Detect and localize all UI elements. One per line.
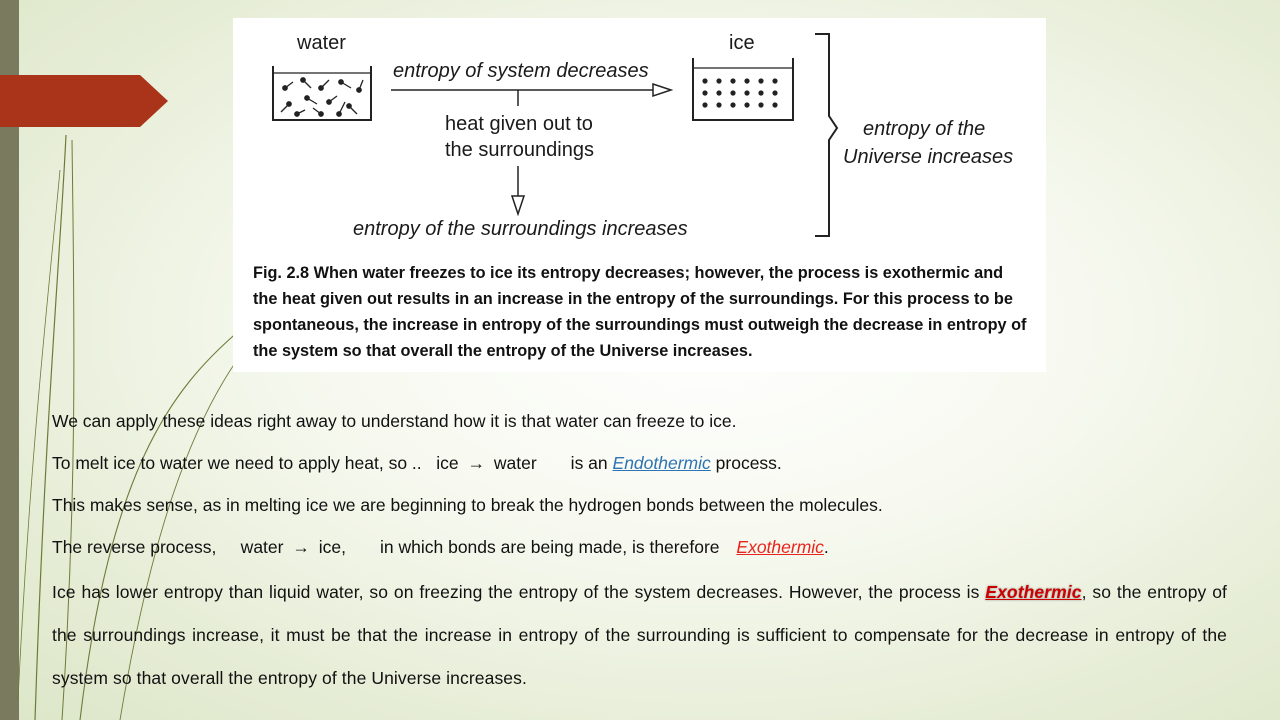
endothermic-link[interactable]: Endothermic — [612, 453, 711, 473]
line4-period: . — [823, 537, 829, 557]
caption-line: the system so that overall the entropy of the Universe increases. — [253, 342, 753, 360]
water-molecules — [281, 78, 363, 116]
body-line-3: This makes sense, as in melting ice we are beginning to break the hydrogen bonds between the molecules. — [52, 495, 883, 515]
universe-label-line1: entropy of the — [863, 118, 986, 140]
para-text-pre: Ice has lower entropy than liquid water, so on freezing the entropy of the system decreases. However, the process is — [52, 582, 980, 602]
caption-line: the heat given out results in an increase in the entropy of the surroundings. For this process to be — [253, 290, 1013, 308]
entropy-figure — [233, 18, 1046, 372]
right-arrow-icon: → — [292, 537, 310, 557]
exothermic-emphasis[interactable]: Exothermic — [985, 582, 1082, 602]
system-arrow-label: entropy of system decreases — [393, 60, 649, 82]
surroundings-label: entropy of the surroundings increases — [353, 218, 688, 240]
heat-label-line1: heat given out to — [445, 113, 593, 135]
label-water: water — [297, 32, 346, 54]
universe-bracket — [815, 34, 837, 236]
line4-text-pre: The reverse process, water — [52, 537, 284, 557]
body-line-4 — [52, 529, 1227, 571]
body-line-1: We can apply these ideas right away to understand how it is that water can freeze to ice. — [52, 411, 737, 431]
surroundings-arrow-head — [512, 196, 524, 214]
label-ice: ice — [729, 32, 755, 54]
system-arrow-head — [653, 84, 671, 96]
line2-text-mid: water is an — [493, 453, 608, 473]
line4-text-mid: ice, in which bonds are being made, is therefore — [318, 537, 720, 557]
line2-text-pre: To melt ice to water we need to apply heat, so .. ice — [52, 453, 459, 473]
slide-body — [52, 403, 1227, 700]
exothermic-link[interactable]: Exothermic — [736, 537, 824, 557]
ice-lattice — [702, 78, 777, 107]
line2-text-post: process. — [715, 453, 782, 473]
caption-line: Fig. 2.8 When water freezes to ice its entropy decreases; however, the process is exothermic and — [253, 264, 1004, 282]
body-line-2 — [52, 445, 1227, 487]
universe-label-line2: Universe increases — [843, 146, 1014, 168]
ice-beaker — [693, 58, 793, 120]
body-paragraph — [52, 571, 1227, 700]
caption-line: spontaneous, the increase in entropy of the surroundings must outweigh the decrease in entropy of — [253, 316, 1027, 334]
right-arrow-icon: → — [467, 453, 485, 473]
figure-caption — [253, 260, 1038, 364]
heat-label-line2: the surroundings — [445, 139, 594, 161]
para-text-post: , so the entropy of the surroundings increase, it must be that the increase in entropy of the surrounding is sufficient to compensate for the decrease in entropy of the system so that overall the entropy of the Universe increases. — [52, 582, 1227, 688]
